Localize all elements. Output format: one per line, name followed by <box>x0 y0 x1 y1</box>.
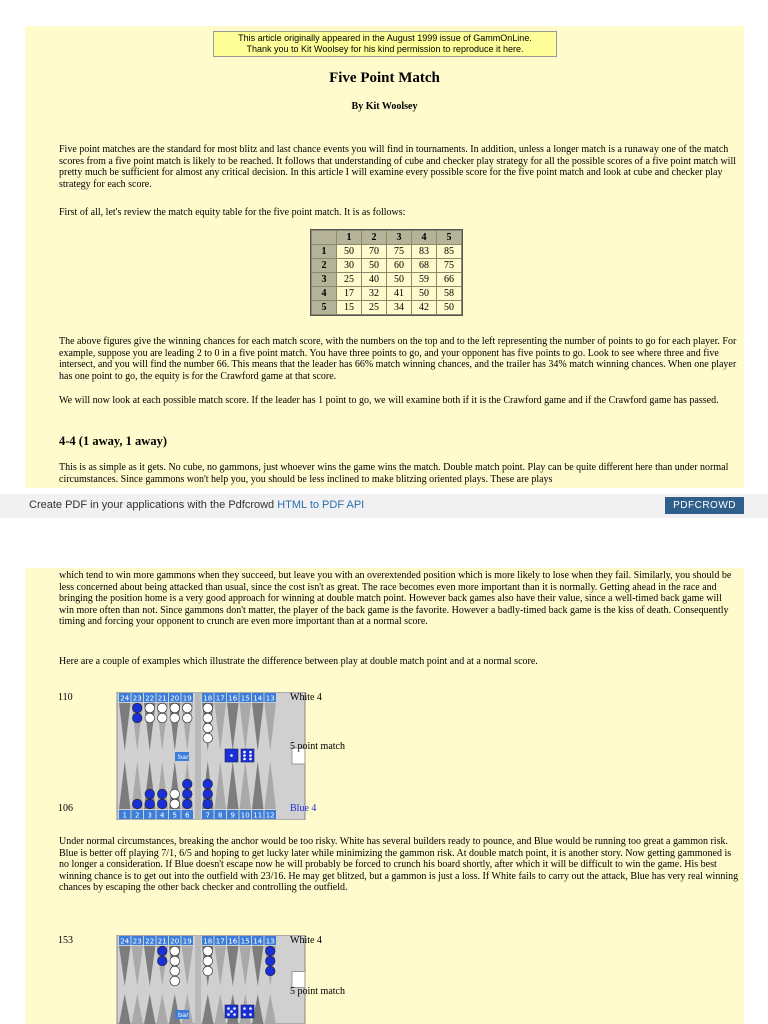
white-checker <box>203 703 213 713</box>
equity-header-row <box>312 231 461 244</box>
notice-line-2: Thank you to Kit Woolsey for his kind permission to reproduce it here. <box>246 44 524 54</box>
point-number: 3 <box>147 811 152 820</box>
backgammon-board-1 <box>95 692 307 820</box>
equity-col-header: 1 <box>337 231 361 244</box>
board2-pip-count-top: 153 <box>58 935 73 946</box>
explain-paragraph: The above figures give the winning chances for each match score, with the numbers on the top and to the left representing the number of points to go for each player. For example, suppose you are leading 2 to 0 in a five point match. You have three points to go, and your opponent has five points to go. Look to see where three and five intersect, and you will find the number 66. This means that the leader has 66% match winning chances, and the trailer has 34% match winning chances. When one player has one point to go, the equity is for the Crawford game at that score. <box>59 336 737 382</box>
equity-cell: 50 <box>412 287 436 300</box>
die-pip <box>230 754 233 757</box>
blue-checker <box>182 779 192 789</box>
point-number: 22 <box>145 694 155 703</box>
equity-cell: 50 <box>337 245 361 258</box>
blue-checker <box>157 799 167 809</box>
point-number: 24 <box>120 937 130 946</box>
die-pip <box>249 751 252 754</box>
equity-cell: 15 <box>337 301 361 314</box>
equity-col-header <box>312 231 336 244</box>
blue-checker <box>145 789 155 799</box>
die-pip <box>227 1013 230 1016</box>
die-pip <box>249 758 252 761</box>
white-checker <box>203 723 213 733</box>
point-number: 24 <box>120 694 130 703</box>
html-to-pdf-link[interactable]: HTML to PDF API <box>277 499 365 511</box>
blue-checker <box>157 789 167 799</box>
point-number: 15 <box>240 694 250 703</box>
point-number: 1 <box>122 811 127 820</box>
point-number: 17 <box>215 694 225 703</box>
white-checker <box>170 789 180 799</box>
white-checker <box>170 799 180 809</box>
pdfcrowd-brand-button[interactable]: PDFCROWD <box>665 497 744 514</box>
board-bar <box>195 692 201 820</box>
blue-checker <box>265 966 275 976</box>
die-pip <box>243 758 246 761</box>
point-number: 4 <box>160 811 165 820</box>
die-pip <box>243 1007 246 1010</box>
article-byline: By Kit Woolsey <box>351 101 418 112</box>
blue-checker <box>157 956 167 966</box>
review-paragraph: First of all, let's review the match equity table for the five point match. It is as follows: <box>59 207 406 218</box>
point-number: 19 <box>182 694 192 703</box>
equity-row-header: 5 <box>312 301 336 314</box>
blue-checker <box>132 713 142 723</box>
point-number: 18 <box>203 937 213 946</box>
white-checker <box>170 976 180 986</box>
die-pip <box>233 1007 236 1010</box>
white-checker <box>170 703 180 713</box>
white-checker <box>157 703 167 713</box>
pip-count-bottom: 106 <box>58 803 73 814</box>
notice-line-1: This article originally appeared in the August 1999 issue of GammOnLine. <box>238 33 532 43</box>
origin-notice <box>213 31 557 57</box>
equity-cell: 75 <box>387 245 411 258</box>
die-pip <box>249 1013 252 1016</box>
simple-paragraph-part2: which tend to win more gammons when they succeed, but leave you with an overextended position which is more likely to lose when they fail. Similarly, you should be less concerned about being attacked than usual, since the cost isn't as great. The race becomes even more important than it is normally. Getting ahead in the race and bringing the position home is a very good approach for winning at double match point. However back games also have their value, since a well-timed back game will win more often than not. Since gammons don't matter, the player of the back game is the favorite. However a badly-timed back game is the kiss of death. Consequently timing and forcing your opponent to crunch are even more important than at a normal score. <box>59 570 732 627</box>
equity-cell: 58 <box>437 287 461 300</box>
point-number: 21 <box>157 937 167 946</box>
footer-text: Create PDF in your applications with the Pdfcrowd HTML to PDF API <box>29 499 365 511</box>
equity-cell: 25 <box>337 273 361 286</box>
die <box>241 1005 254 1018</box>
white-checker <box>170 713 180 723</box>
bar-label: bar <box>178 753 189 761</box>
die-pip <box>249 1007 252 1010</box>
blue-checker <box>265 956 275 966</box>
white-checker <box>203 966 213 976</box>
equity-cell: 75 <box>437 259 461 272</box>
white-checker <box>203 733 213 743</box>
equity-cell: 41 <box>387 287 411 300</box>
die-pip <box>227 1007 230 1010</box>
white-checker <box>145 713 155 723</box>
point-number: 14 <box>253 694 263 703</box>
point-number: 19 <box>182 937 192 946</box>
board2-match-length: 5 point match <box>290 986 345 997</box>
point-number: 20 <box>170 937 180 946</box>
pdf-page-2 <box>25 568 744 1024</box>
pdf-page-1 <box>25 26 744 488</box>
match-equity-table <box>310 229 463 316</box>
equity-cell: 83 <box>412 245 436 258</box>
article-title: Five Point Match <box>329 70 440 86</box>
bar-label: bar <box>178 1011 189 1019</box>
equity-cell: 40 <box>362 273 386 286</box>
blue-checker <box>203 799 213 809</box>
equity-cell: 17 <box>337 287 361 300</box>
point-number: 23 <box>132 694 142 703</box>
point-number: 12 <box>265 811 275 820</box>
point-number: 14 <box>253 937 263 946</box>
point-number: 2 <box>135 811 140 820</box>
equity-cell: 50 <box>437 301 461 314</box>
equity-row <box>312 245 461 258</box>
equity-cell: 34 <box>387 301 411 314</box>
point-number: 15 <box>240 937 250 946</box>
white-checker <box>170 966 180 976</box>
equity-cell: 25 <box>362 301 386 314</box>
equity-col-header: 4 <box>412 231 436 244</box>
equity-cell: 60 <box>387 259 411 272</box>
equity-col-header: 5 <box>437 231 461 244</box>
point-number: 23 <box>132 937 142 946</box>
board1-blue-score: Blue 4 <box>290 803 317 814</box>
equity-cell: 50 <box>362 259 386 272</box>
equity-cell: 50 <box>387 273 411 286</box>
blue-checker <box>157 946 167 956</box>
equity-row <box>312 259 461 272</box>
white-checker <box>170 956 180 966</box>
equity-col-header: 2 <box>362 231 386 244</box>
equity-cell: 68 <box>412 259 436 272</box>
board2-white-score: White 4 <box>290 935 322 946</box>
point-number: 8 <box>218 811 223 820</box>
examples-paragraph: Here are a couple of examples which illustrate the difference between play at double match point and at a normal score. <box>59 656 538 667</box>
white-checker <box>182 703 192 713</box>
white-checker <box>203 956 213 966</box>
die-pip <box>249 754 252 757</box>
die-pip <box>243 751 246 754</box>
point-number: 13 <box>265 937 275 946</box>
intro-paragraph: Five point matches are the standard for most blitz and last chance events you will find in tournaments. In addition, unless a longer match is a runaway one of the match scores from a five point match is likely to be reached. It follows that understanding of cube and checker play strategy for all the possible scores of a five point match will pretty much be sufficient for almost any critical decision. In this article I will examine every possible score for the five point match and look at cube and checker play strategy for each score. <box>59 144 737 190</box>
point-number: 9 <box>230 811 235 820</box>
equity-cell: 70 <box>362 245 386 258</box>
white-checker <box>145 703 155 713</box>
simple-paragraph-part1: This is as simple as it gets. No cube, no gammons, just whoever wins the game wins the match. Double match point. Play can be quite different here than under normal circumstances. Since gammons won't help you, you should be less inclined to make blitzing oriented plays. These are plays <box>59 462 729 485</box>
blue-checker <box>182 789 192 799</box>
equity-row <box>312 301 461 314</box>
blue-checker <box>203 779 213 789</box>
equity-row-header: 1 <box>312 245 336 258</box>
pip-count-top: 110 <box>58 692 73 703</box>
equity-row-header: 4 <box>312 287 336 300</box>
backgammon-board-2 <box>95 935 307 1024</box>
point-number: 16 <box>228 694 238 703</box>
equity-cell: 42 <box>412 301 436 314</box>
section-heading: 4-4 (1 away, 1 away) <box>59 434 167 448</box>
white-checker <box>182 713 192 723</box>
equity-row-header: 2 <box>312 259 336 272</box>
blue-checker <box>132 799 142 809</box>
board1-white-score: White 4 <box>290 692 322 703</box>
point-number: 6 <box>185 811 190 820</box>
equity-cell: 32 <box>362 287 386 300</box>
lookeach-paragraph: We will now look at each possible match score. If the leader has 1 point to go, we will examine both if it is the Crawford game and if the Crawford game has passed. <box>59 395 719 406</box>
blue-checker <box>182 799 192 809</box>
equity-cell: 66 <box>437 273 461 286</box>
equity-cell: 85 <box>437 245 461 258</box>
point-number: 21 <box>157 694 167 703</box>
equity-cell: 30 <box>337 259 361 272</box>
point-number: 13 <box>265 694 275 703</box>
point-number: 17 <box>215 937 225 946</box>
blue-checker <box>145 799 155 809</box>
point-number: 11 <box>253 811 263 820</box>
blue-checker <box>265 946 275 956</box>
after-example-paragraph: Under normal circumstances, breaking the anchor would be too risky. White has several builders ready to pounce, and Blue would be running too great a gammon risk. Blue is better off playing 7/1, 6/5 and hoping to get lucky later while minimizing the gammon risk. At double match point, it is another story. Now getting gammoned is no longer a consideration. If Blue doesn't escape now he will probably be forced to crunch his board shortly, after which it will be difficult to win the game. His best winning chance is to get out into the outfield with 23/16. He may get blitzed, but a gammon is just a loss. If White fails to carry out the attack, Blue has very real winning chances by escaping the other back checker and controlling the outfield. <box>59 836 739 893</box>
board-2-diagram <box>95 935 307 1024</box>
board-1-diagram <box>95 692 307 820</box>
equity-row-header: 3 <box>312 273 336 286</box>
die-pip <box>233 1013 236 1016</box>
white-checker <box>157 713 167 723</box>
board1-match-length: 5 point match <box>290 741 345 752</box>
point-number: 10 <box>240 811 250 820</box>
equity-cell: 59 <box>412 273 436 286</box>
point-number: 18 <box>203 694 213 703</box>
blue-checker <box>203 789 213 799</box>
board-bar <box>195 935 201 1024</box>
die <box>241 749 254 762</box>
equity-row <box>312 287 461 300</box>
white-checker <box>203 946 213 956</box>
die-pip <box>243 1013 246 1016</box>
white-checker <box>170 946 180 956</box>
die-pip <box>243 754 246 757</box>
white-checker <box>203 713 213 723</box>
point-number: 22 <box>145 937 155 946</box>
equity-col-header: 3 <box>387 231 411 244</box>
point-number: 5 <box>172 811 177 820</box>
point-number: 7 <box>205 811 210 820</box>
equity-row <box>312 273 461 286</box>
pdfcrowd-footer <box>0 494 768 518</box>
die-pip <box>230 1010 233 1013</box>
blue-checker <box>132 703 142 713</box>
point-number: 16 <box>228 937 238 946</box>
point-number: 20 <box>170 694 180 703</box>
